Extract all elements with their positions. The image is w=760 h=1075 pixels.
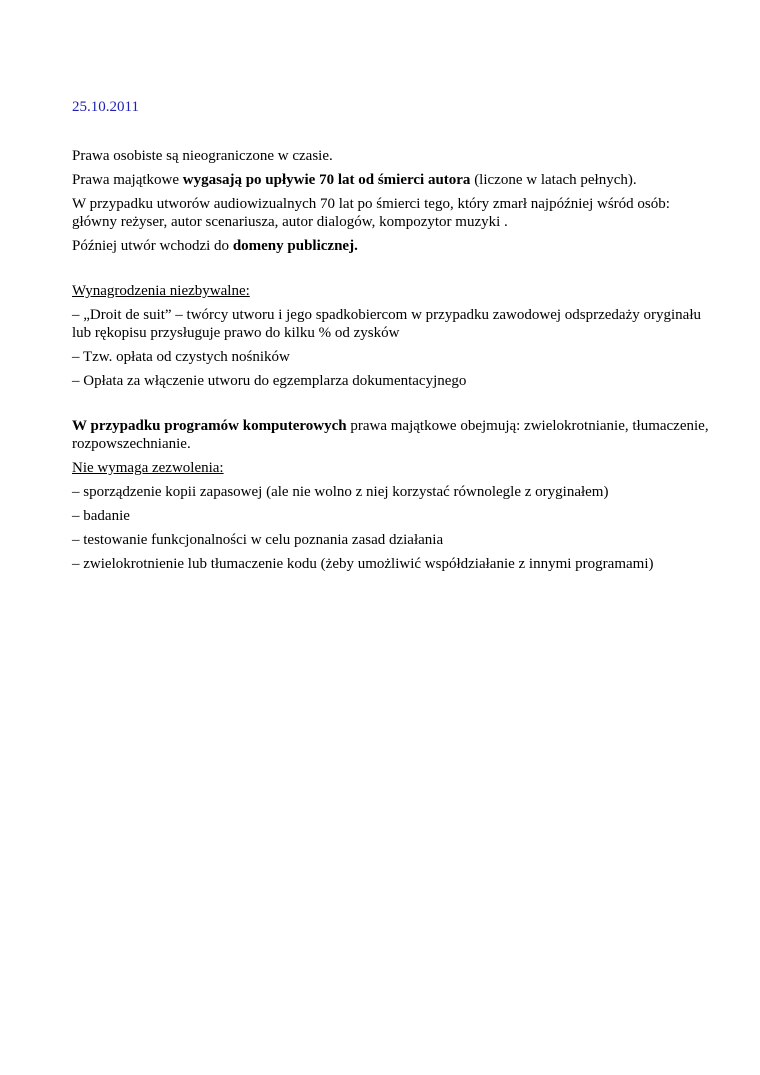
public-domain-text-before: Później utwór wchodzi do: [72, 238, 233, 254]
paragraph-personal-rights: Prawa osobiste są nieograniczone w czasie.: [72, 148, 333, 164]
list-item: – testowanie funkcjonalności w celu poznania zasad działania: [72, 532, 444, 548]
computer-programs-bold: W przypadku programów komputerowych: [72, 418, 347, 434]
list-item: – badanie: [72, 508, 130, 524]
property-rights-text-after: (liczone w latach pełnych).: [470, 172, 637, 188]
document-date: 25.10.2011: [72, 99, 139, 115]
paragraph-property-rights: [72, 171, 712, 189]
list-item: – Opłata za włączenie utworu do egzemplarza dokumentacyjnego: [72, 373, 467, 389]
heading-no-permission-required: Nie wymaga zezwolenia:: [72, 460, 224, 476]
property-rights-text-before: Prawa majątkowe: [72, 172, 183, 188]
list-item: – zwielokrotnienie lub tłumaczenie kodu (żeby umożliwić współdziałanie z innymi programami): [72, 556, 654, 572]
property-rights-bold: wygasają po upływie 70 lat od śmierci autora: [182, 172, 471, 188]
list-item: – „Droit de suit” – twórcy utworu i jego spadkobiercom w przypadku zawodowej odsprzedaży oryginału lub rękopisu przysługuje prawo do kilku % od zysków: [72, 307, 701, 341]
list-item: – Tzw. opłata od czystych nośników: [72, 349, 290, 365]
paragraph-computer-programs: [72, 417, 712, 453]
computer-programs-text-after: prawa majątkowe obejmują: zwielokrotnianie, tłumaczenie, rozpowszechnianie.: [72, 418, 709, 452]
paragraph-audiovisual: W przypadku utworów audiowizualnych 70 lat po śmierci tego, który zmarł najpóźniej wśród osób: główny reżyser, autor scenariusza, autor dialogów, kompozytor muzyki .: [72, 196, 670, 230]
public-domain-bold: domeny publicznej.: [232, 238, 358, 254]
paragraph-public-domain: [72, 237, 712, 255]
list-item: – sporządzenie kopii zapasowej (ale nie wolno z niej korzystać równolegle z oryginałem): [72, 484, 609, 500]
heading-inalienable-remuneration: Wynagrodzenia niezbywalne:: [72, 283, 250, 299]
document-page: [72, 98, 712, 573]
